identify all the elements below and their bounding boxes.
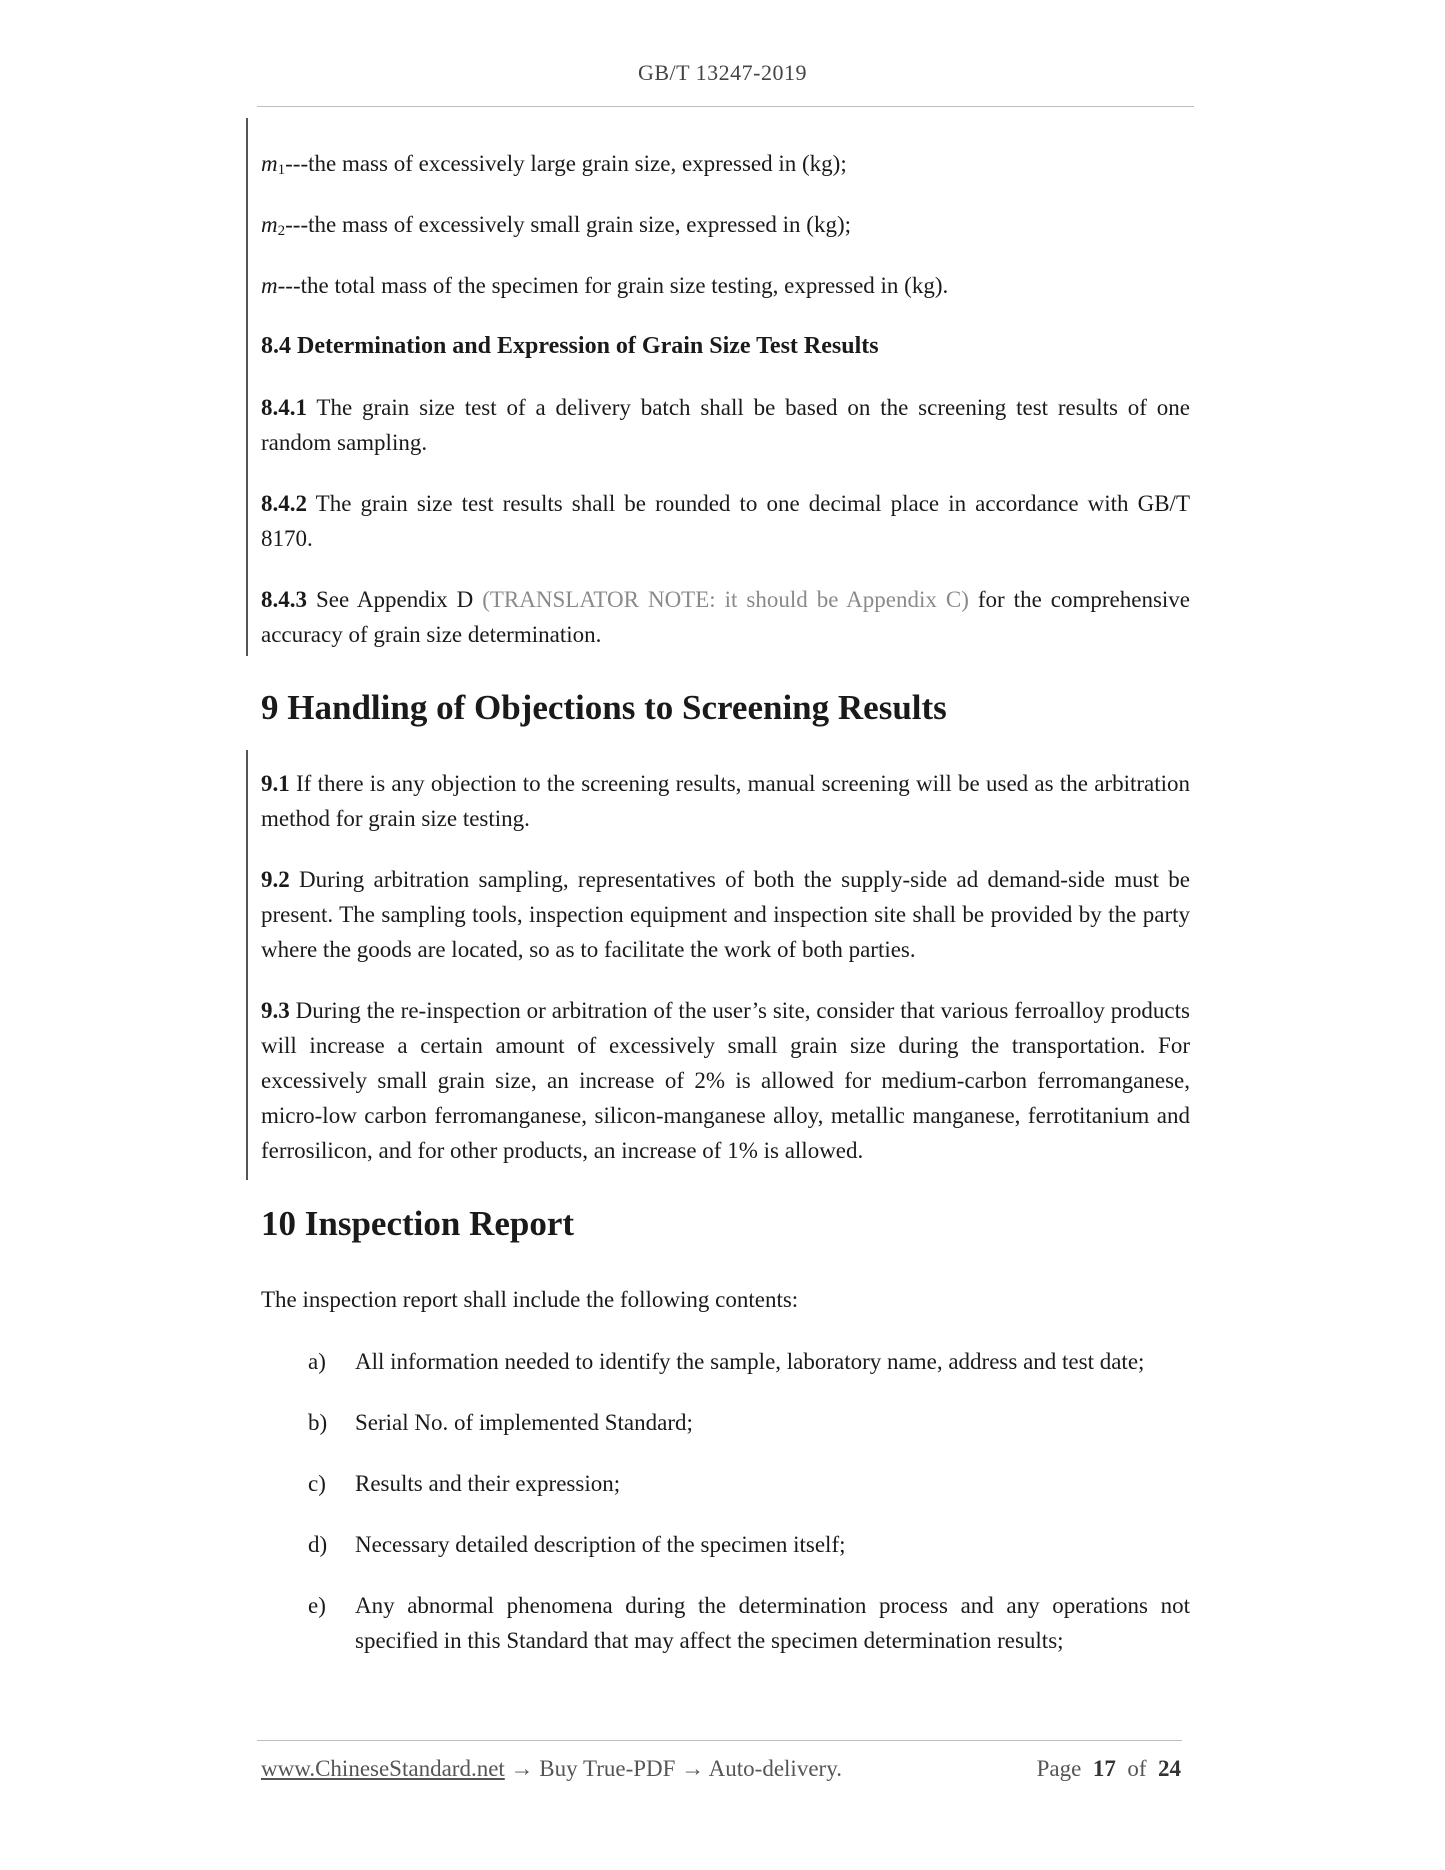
clause-8-4-3: 8.4.3 See Appendix D (TRANSLATOR NOTE: it should be Appendix C) for the comprehensive accuracy of grain size determination.	[261, 587, 1190, 647]
arrow-icon: →	[681, 1756, 705, 1781]
buy-pdf-text: Buy True-PDF	[539, 1756, 676, 1781]
list-item: c) Results and their expression;	[308, 1471, 621, 1496]
page-number: Page 17 of 24	[1036, 1756, 1181, 1781]
variable-definition: m---the total mass of the specimen for grain size testing, expressed in (kg).	[261, 273, 949, 298]
footer-rule	[257, 1740, 1182, 1741]
translator-note: (TRANSLATOR NOTE: it should be Appendix C)	[482, 587, 969, 612]
variable-definition: $m_2--$-the mass of excessively small grain size, expressed in (kg);	[261, 212, 852, 239]
site-link[interactable]: www.ChineseStandard.net	[261, 1756, 505, 1781]
list-item: b) Serial No. of implemented Standard;	[308, 1410, 693, 1435]
list-item: d) Necessary detailed description of the specimen itself;	[308, 1532, 846, 1557]
report-contents-list	[261, 1344, 1190, 1658]
document-body	[261, 146, 1190, 1658]
variable-definition: $m_1--$-the mass of excessively large grain size, expressed in (kg);	[261, 151, 847, 178]
list-item: e) Any abnormal phenomena during the determination process and any operations not specified in this Standard that may affect the specimen determination results;	[308, 1593, 1190, 1653]
arrow-icon: →	[510, 1756, 534, 1781]
header-rule	[257, 106, 1194, 107]
list-item: a) All information needed to identify the sample, laboratory name, address and test date;	[308, 1349, 1145, 1374]
page-header: GB/T 13247-2019	[637, 60, 808, 85]
section-heading-10: 10 Inspection Report	[261, 1204, 575, 1243]
report-intro: The inspection report shall include the following contents:	[261, 1287, 799, 1312]
auto-delivery-text: Auto-delivery.	[708, 1756, 842, 1781]
change-bar	[246, 118, 248, 656]
clause-8-4-2: 8.4.2 The grain size test results shall be rounded to one decimal place in accordance with GB/T 8170.	[261, 491, 1190, 551]
footer-links	[261, 1756, 842, 1782]
section-heading-9: 9 Handling of Objections to Screening Results	[261, 688, 947, 727]
clause-8-4-1: 8.4.1 The grain size test of a delivery batch shall be based on the screening test results of one random sampling.	[261, 395, 1190, 455]
clause-9-3: 9.3 During the re-inspection or arbitration of the user’s site, consider that various ferroalloy products will increase a certain amount of excessively small grain size during the transportation. For excessively small grain size, an increase of 2% is allowed for medium-carbon ferromanganese, micro-low carbon ferromanganese, silicon-manganese alloy, metallic manganese, ferrotitanium and ferrosilicon, and for other products, an increase of 1% is allowed.	[261, 998, 1190, 1163]
clause-9-2: 9.2 During arbitration sampling, representatives of both the supply-side ad demand-side must be present. The sampling tools, inspection equipment and inspection site shall be provided by the party where the goods are located, so as to facilitate the work of both parties.	[261, 867, 1190, 962]
change-bar	[246, 750, 248, 1180]
clause-9-1: 9.1 If there is any objection to the screening results, manual screening will be used as the arbitration method for grain size testing.	[261, 771, 1190, 831]
section-heading-8-4: 8.4 Determination and Expression of Grain Size Test Results	[261, 333, 879, 359]
